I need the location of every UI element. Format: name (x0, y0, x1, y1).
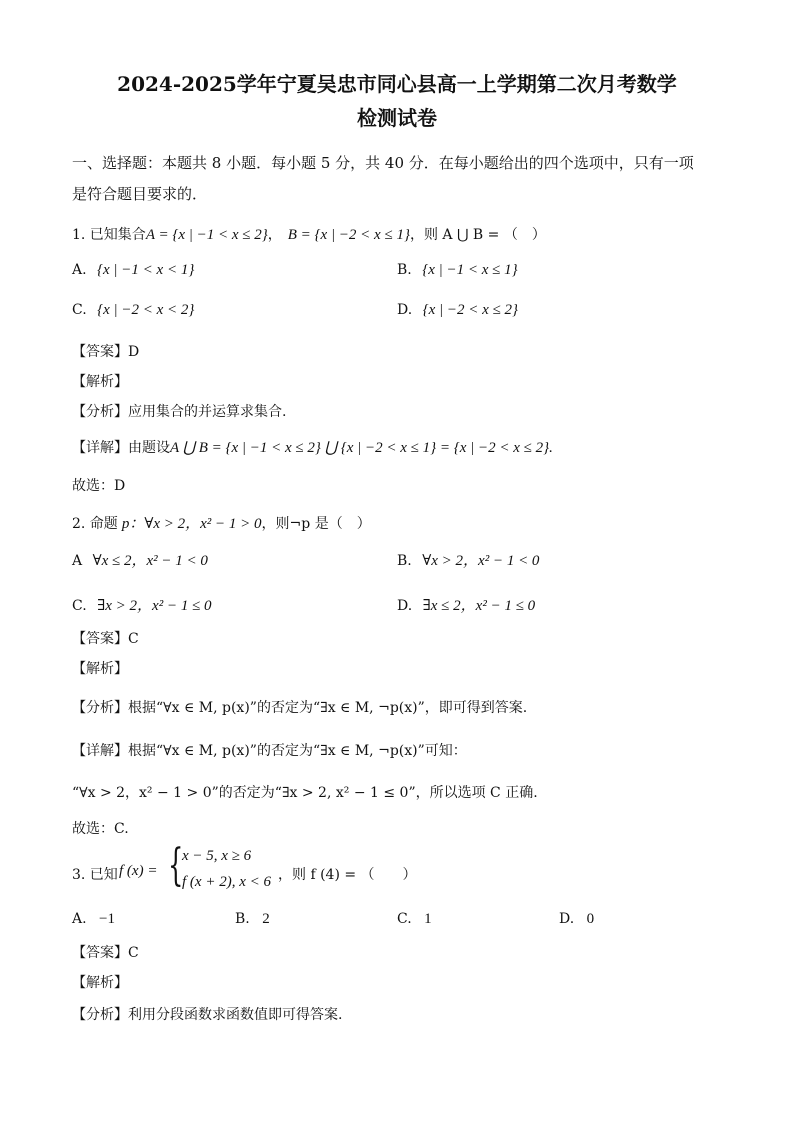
q1-stem-prefix: 1. 已知集合 (72, 227, 146, 243)
q1-stem (72, 224, 546, 244)
q3-stem-suffix: ，则 f (4) = （ ） (278, 867, 417, 883)
q2-option-d-label: D. (397, 598, 413, 614)
q2-analysis: 【分析】根据“∀x ∈ M, p(x)”的否定为“∃x ∈ M, ¬p(x)”，即可得到答案. (72, 700, 528, 716)
q3-option-a-label: A. (72, 911, 87, 927)
q2-option-b (397, 549, 539, 570)
q1-set-b: B = {x | −2 < x ≤ 1} (287, 227, 410, 243)
q1-option-b (397, 262, 518, 279)
q2-stem-math: p：∀x > 2，x² − 1 > 0 (121, 516, 262, 532)
q1-conclusion: 故选：D (72, 478, 126, 494)
q3-option-d (559, 911, 594, 928)
q3-fx: f (x) = (119, 863, 158, 879)
q3-option-b-label: B. (235, 911, 250, 927)
q2-option-a-label: A (72, 553, 83, 569)
q2-option-b-text: ∀x > 2，x² − 1 < 0 (422, 553, 540, 569)
q1-analysis-heading: 【解析】 (72, 374, 128, 390)
section-heading-line2: 是符合题目要求的． (72, 185, 208, 203)
q1-set-a: A = {x | −1 < x ≤ 2} (145, 227, 268, 243)
q1-detail-prefix: 【详解】由题设 (72, 440, 170, 456)
q3-analysis: 【分析】利用分段函数求函数值即可得答案. (72, 1007, 343, 1023)
q3-piece-2: f (x + 2), x < 6 (182, 874, 271, 890)
q1-analysis: 【分析】应用集合的并运算求集合. (72, 404, 287, 420)
q3-option-b (235, 911, 270, 928)
q1-option-d-text: {x | −2 < x ≤ 2} (422, 302, 519, 318)
q3-answer: 【答案】C (72, 945, 139, 961)
q2-detail: 【详解】根据“∀x ∈ M, p(x)”的否定为“∃x ∈ M, ¬p(x)”可知： (72, 743, 467, 759)
q2-answer: 【答案】C (72, 631, 139, 647)
q1-answer: 【答案】D (72, 344, 140, 360)
q3-option-a (72, 911, 115, 928)
q1-option-b-text: {x | −1 < x ≤ 1} (422, 262, 518, 278)
q2-stem-suffix: ，则¬p 是（ ） (261, 516, 371, 532)
q1-option-a-text: {x | −1 < x < 1} (97, 262, 195, 278)
q3-analysis-heading: 【解析】 (72, 975, 128, 991)
q2-option-c-text: ∃x > 2，x² − 1 ≤ 0 (97, 598, 212, 614)
q2-option-d (397, 594, 535, 615)
q1-option-a-label: A. (72, 262, 87, 278)
q2-detail-continued: “∀x > 2，x² − 1 > 0”的否定为“∃x > 2, x² − 1 ≤ 0”，所以选项 C 正确. (72, 785, 538, 801)
q1-option-b-label: B. (397, 262, 412, 278)
q1-detail-math: A ⋃ B = {x | −1 < x ≤ 2} ⋃ {x | −2 < x ≤ 1} = {x | −2 < x ≤ 2}. (170, 440, 553, 456)
q1-option-c-label: C. (72, 302, 87, 318)
q3-option-a-text: −1 (99, 911, 115, 927)
q2-option-b-label: B. (397, 553, 412, 569)
q3-option-d-label: D. (559, 911, 575, 927)
q1-stem-suffix: ，则 A ⋃ B = （ ） (409, 227, 546, 243)
section-heading-line1: 一、选择题：本题共 8 小题．每小题 5 分，共 40 分．在每小题给出的四个选项中，只有一项 (72, 154, 694, 172)
q2-option-c-label: C. (72, 598, 87, 614)
q1-detail (72, 437, 553, 457)
q2-stem (72, 512, 371, 533)
q2-option-a-text: ∀x ≤ 2，x² − 1 < 0 (92, 553, 208, 569)
q3-piecewise-brace: { (168, 840, 184, 891)
q3-stem-prefix: 3. 已知 (72, 867, 118, 883)
q3-option-b-text: 2 (262, 911, 270, 927)
q1-comma: ， (267, 227, 282, 243)
q1-option-c (72, 302, 194, 319)
q3-option-c-text: 1 (424, 911, 432, 927)
q2-analysis-heading: 【解析】 (72, 661, 128, 677)
q1-option-d (397, 302, 518, 319)
q3-option-d-text: 0 (586, 911, 595, 927)
q2-option-a (72, 549, 208, 570)
q1-option-c-text: {x | −2 < x < 2} (97, 302, 195, 318)
q2-stem-prefix: 2. 命题 (72, 516, 118, 532)
q3-option-c (397, 911, 432, 928)
q2-option-c (72, 594, 212, 615)
q2-conclusion: 故选：C. (72, 821, 129, 837)
q1-option-d-label: D. (397, 302, 413, 318)
q3-piece-1: x − 5, x ≥ 6 (182, 848, 252, 864)
document-title-line1: 2024-2025学年宁夏吴忠市同心县高一上学期第二次月考数学 (117, 72, 677, 96)
q2-option-d-text: ∃x ≤ 2，x² − 1 ≤ 0 (422, 598, 536, 614)
q1-option-a (72, 262, 194, 279)
document-title-line2: 检测试卷 (357, 106, 437, 130)
q3-option-c-label: C. (397, 911, 412, 927)
